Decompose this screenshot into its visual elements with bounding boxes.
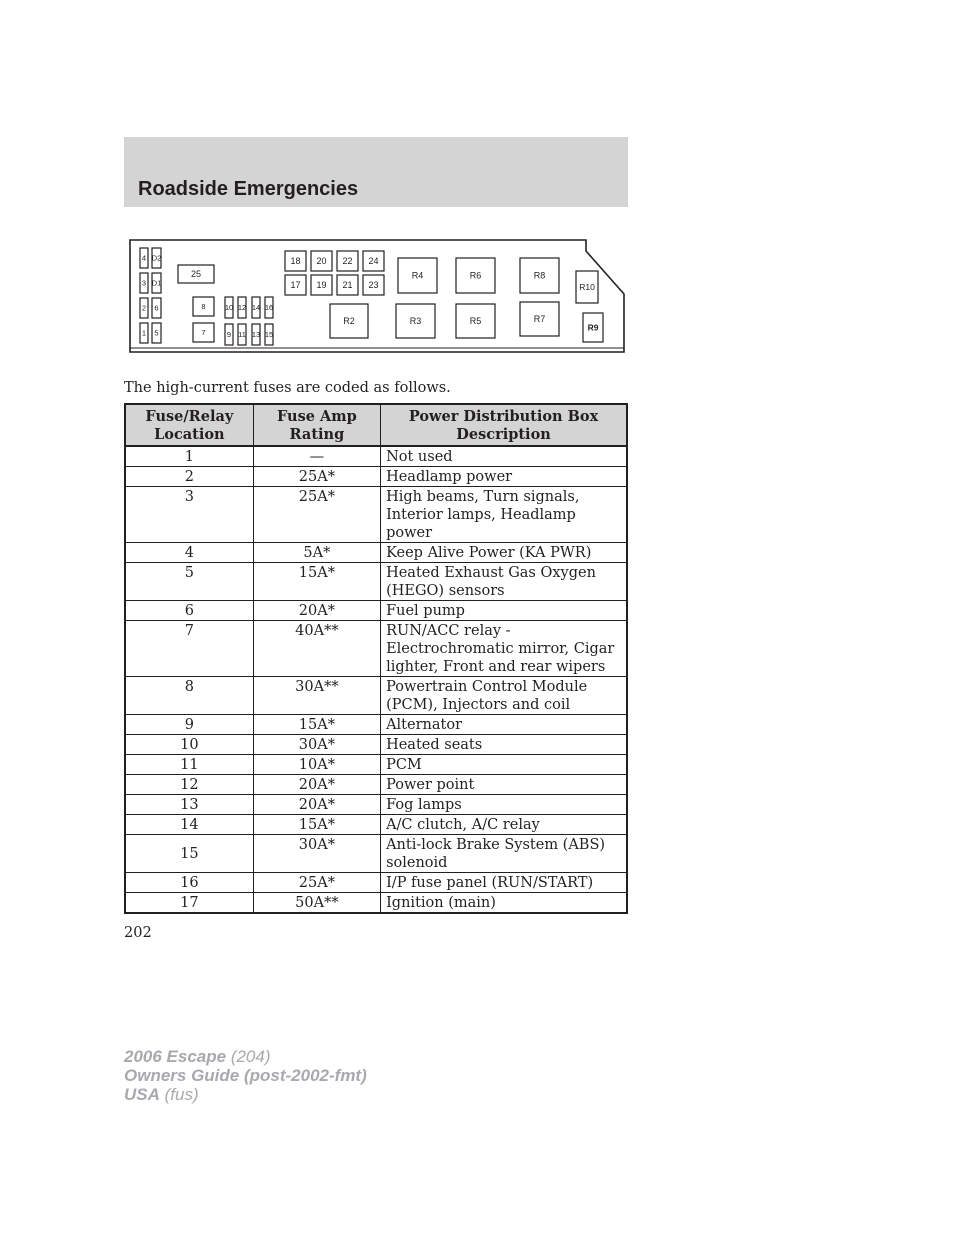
fuse-label-d2: D2 xyxy=(151,253,162,263)
fuse-label-24: 24 xyxy=(368,256,379,267)
table-row xyxy=(125,775,627,795)
table-row xyxy=(125,795,627,815)
cell-description: Not used xyxy=(381,446,627,467)
header-amp-rating: Fuse Amp Rating xyxy=(253,404,380,446)
cell-location: 17 xyxy=(125,893,253,914)
cell-amp-rating: 5A* xyxy=(253,543,380,563)
fuse-box-diagram-svg xyxy=(128,238,628,356)
fuse-label-9: 9 xyxy=(226,330,232,340)
fuse-label-20: 20 xyxy=(316,256,327,267)
table-row xyxy=(125,543,627,563)
cell-amp-rating: 40A** xyxy=(253,621,380,677)
cell-location: 15 xyxy=(125,835,253,873)
page-number: 202 xyxy=(124,925,152,941)
cell-description: Keep Alive Power (KA PWR) xyxy=(381,543,627,563)
cell-amp-rating: 20A* xyxy=(253,795,380,815)
cell-amp-rating: 30A** xyxy=(253,677,380,715)
section-header-band xyxy=(124,137,628,207)
fuse-label-d1: D1 xyxy=(151,278,162,288)
cell-location: 3 xyxy=(125,487,253,543)
fuse-label-15: 15 xyxy=(264,330,274,340)
fuse-label-16: 16 xyxy=(264,303,274,313)
cell-location: 16 xyxy=(125,873,253,893)
fuse-label-21: 21 xyxy=(342,280,353,291)
cell-description: Heated seats xyxy=(381,735,627,755)
table-row xyxy=(125,893,627,914)
cell-amp-rating: 10A* xyxy=(253,755,380,775)
fuse-label-r7: R7 xyxy=(533,314,546,325)
cell-description: I/P fuse panel (RUN/START) xyxy=(381,873,627,893)
cell-amp-rating: 25A* xyxy=(253,467,380,487)
fuse-label-r6: R6 xyxy=(469,270,482,281)
cell-amp-rating: — xyxy=(253,446,380,467)
fuse-label-10: 10 xyxy=(224,303,234,313)
cell-location: 5 xyxy=(125,563,253,601)
fuse-label-25: 25 xyxy=(190,269,202,280)
table-row xyxy=(125,677,627,715)
fuse-label-19: 19 xyxy=(316,280,327,291)
cell-location: 1 xyxy=(125,446,253,467)
cell-amp-rating: 25A* xyxy=(253,873,380,893)
fuse-label-1: 1 xyxy=(141,328,147,338)
cell-description: Fog lamps xyxy=(381,795,627,815)
fuse-box-diagram xyxy=(128,238,628,356)
fuse-label-17: 17 xyxy=(290,280,301,291)
cell-location: 4 xyxy=(125,543,253,563)
cell-amp-rating: 20A* xyxy=(253,601,380,621)
fuse-label-2: 2 xyxy=(141,303,147,313)
footer-model-code: (204) xyxy=(226,1047,271,1066)
document-footer xyxy=(124,1047,367,1104)
table-row xyxy=(125,715,627,735)
fuse-label-r3: R3 xyxy=(409,316,422,327)
fuse-label-r4: R4 xyxy=(411,270,424,281)
fuse-label-22: 22 xyxy=(342,256,353,267)
table-row xyxy=(125,835,627,873)
footer-guide: Owners Guide (post-2002-fmt) xyxy=(124,1066,367,1085)
cell-location: 10 xyxy=(125,735,253,755)
footer-line-model xyxy=(124,1047,367,1066)
cell-amp-rating: 15A* xyxy=(253,815,380,835)
cell-location: 14 xyxy=(125,815,253,835)
cell-location: 12 xyxy=(125,775,253,795)
cell-description: PCM xyxy=(381,755,627,775)
table-row xyxy=(125,873,627,893)
fuse-label-12: 12 xyxy=(237,303,247,313)
cell-amp-rating: 15A* xyxy=(253,715,380,735)
footer-market-code: (fus) xyxy=(159,1085,199,1104)
fuse-label-6: 6 xyxy=(154,303,159,313)
fuse-label-23: 23 xyxy=(368,280,379,291)
cell-description: Power point xyxy=(381,775,627,795)
cell-amp-rating: 15A* xyxy=(253,563,380,601)
fuse-label-r5: R5 xyxy=(469,316,482,327)
table-row xyxy=(125,755,627,775)
cell-location: 7 xyxy=(125,621,253,677)
table-row xyxy=(125,563,627,601)
fuse-label-r10: R10 xyxy=(579,282,595,293)
table-row xyxy=(125,815,627,835)
footer-model: 2006 Escape xyxy=(124,1047,227,1066)
cell-description: Headlamp power xyxy=(381,467,627,487)
cell-amp-rating: 25A* xyxy=(253,487,380,543)
fuse-table xyxy=(124,403,628,914)
cell-description: Anti-lock Brake System (ABS) solenoid xyxy=(381,835,627,873)
cell-amp-rating: 30A* xyxy=(253,735,380,755)
cell-description: Heated Exhaust Gas Oxygen (HEGO) sensors xyxy=(381,563,627,601)
fuse-label-14: 14 xyxy=(251,303,261,313)
fuse-label-18: 18 xyxy=(290,256,301,267)
cell-amp-rating: 20A* xyxy=(253,775,380,795)
intro-text: The high-current fuses are coded as follows. xyxy=(124,380,451,396)
cell-location: 9 xyxy=(125,715,253,735)
cell-description: Fuel pump xyxy=(381,601,627,621)
section-title: Roadside Emergencies xyxy=(138,178,359,200)
cell-description: RUN/ACC relay - Electrochromatic mirror, Cigar lighter, Front and rear wipers xyxy=(381,621,627,677)
header-description: Power Distribution Box Description xyxy=(381,404,627,446)
fuse-label-8: 8 xyxy=(201,302,206,312)
cell-description: A/C clutch, A/C relay xyxy=(381,815,627,835)
cell-description: High beams, Turn signals, Interior lamps, Headlamp power xyxy=(381,487,627,543)
cell-location: 13 xyxy=(125,795,253,815)
footer-market: USA xyxy=(124,1085,160,1104)
fuse-label-r2: R2 xyxy=(343,316,355,327)
cell-description: Powertrain Control Module (PCM), Injectors and coil xyxy=(381,677,627,715)
cell-location: 6 xyxy=(125,601,253,621)
footer-line-market xyxy=(124,1085,367,1104)
cell-amp-rating: 30A* xyxy=(253,835,380,873)
table-row xyxy=(125,601,627,621)
fuse-label-r8: R8 xyxy=(533,270,546,281)
fuse-label-13: 13 xyxy=(251,330,261,340)
fuse-label-r9: R9 xyxy=(587,322,599,333)
header-location: Fuse/Relay Location xyxy=(125,404,253,446)
fuse-label-11: 11 xyxy=(238,330,246,340)
cell-location: 2 xyxy=(125,467,253,487)
cell-description: Ignition (main) xyxy=(381,893,627,914)
fuse-label-5: 5 xyxy=(154,328,159,338)
cell-amp-rating: 50A** xyxy=(253,893,380,914)
table-header-row xyxy=(125,404,627,446)
table-row xyxy=(125,621,627,677)
table-row xyxy=(125,735,627,755)
cell-location: 11 xyxy=(125,755,253,775)
cell-location: 8 xyxy=(125,677,253,715)
fuse-label-4: 4 xyxy=(141,253,147,263)
table-row xyxy=(125,446,627,467)
cell-description: Alternator xyxy=(381,715,627,735)
fuse-label-3: 3 xyxy=(141,278,147,288)
footer-line-guide xyxy=(124,1066,367,1085)
fuse-label-7: 7 xyxy=(201,328,206,338)
table-row xyxy=(125,487,627,543)
table-row xyxy=(125,467,627,487)
